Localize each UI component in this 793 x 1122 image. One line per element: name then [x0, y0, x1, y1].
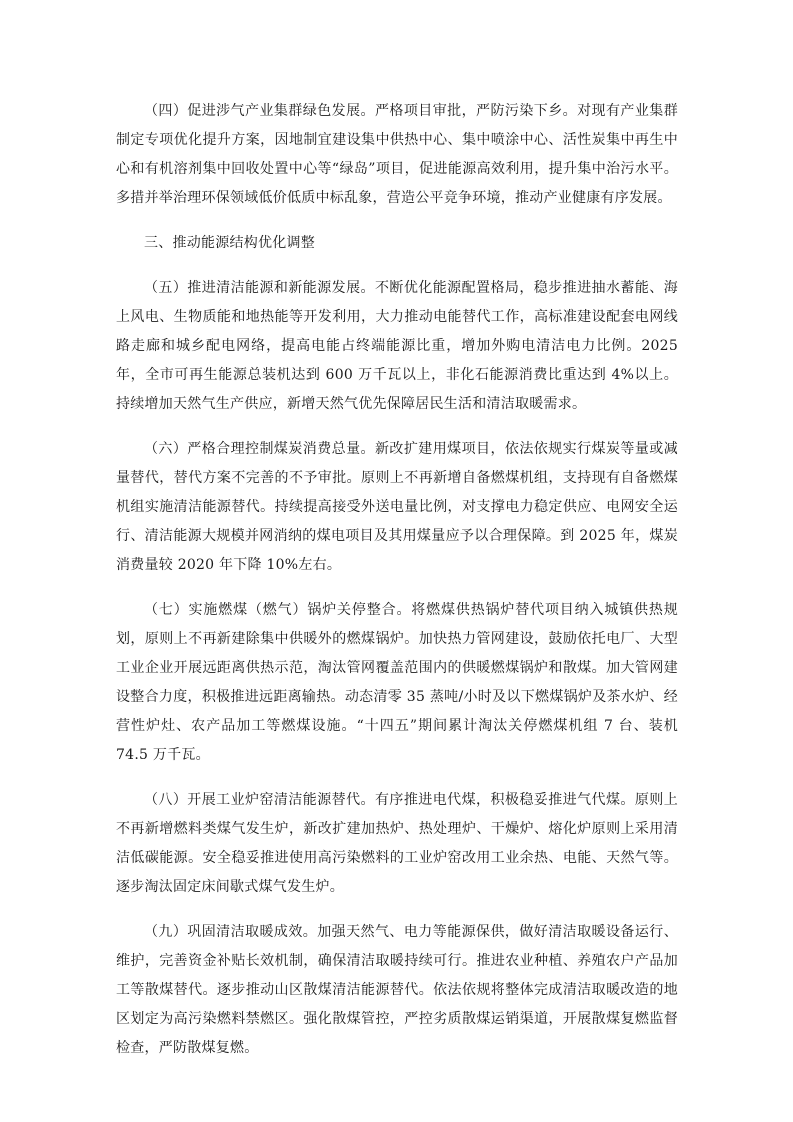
- paragraph-item-8: （八）开展工业炉窑清洁能源替代。有序推进电代煤，积极稳妥推进气代煤。原则上不再新增燃料类煤气发生炉，新改扩建加热炉、热处理炉、干燥炉、熔化炉原则上采用清洁低碳能源。安全稳妥推进使用高污染燃料的工业炉窑改用工业余热、电能、天然气等。逐步淘汰固定床间歇式煤气发生炉。: [116, 792, 678, 895]
- paragraph-item-4: （四）促进涉气产业集群绿色发展。严格项目审批，严防污染下乡。对现有产业集群制定专项优化提升方案，因地制宜建设集中供热中心、集中喷涂中心、活性炭集中再生中心和有机溶剂集中回收处置中心等“绿岛”项目，促进能源高效利用，提升集中治污水平。多措并举治理环保领域低价低质中标乱象，营造公平竞争环境，推动产业健康有序发展。: [116, 103, 678, 206]
- paragraph-item-5: （五）推进清洁能源和新能源发展。不断优化能源配置格局，稳步推进抽水蓄能、海上风电、生物质能和地热能等开发利用，大力推动电能替代工作，高标准建设配套电网线路走廊和城乡配电网络，提高电能占终端能源比重，增加外购电清洁电力比例。2025 年，全市可再生能源总装机达到 600 万千瓦以上，非化石能源消费比重达到 4%以上。持续增加天然气生产供应，新增天然气优先保障居民生活和清洁取暖需求。: [116, 280, 678, 412]
- paragraph-item-9: （九）巩固清洁取暖成效。加强天然气、电力等能源保供，做好清洁取暖设备运行、维护，完善资金补贴长效机制，确保清洁取暖持续可行。推进农业种植、养殖农户产品加工等散煤替代。逐步推动山区散煤清洁能源替代。依法依规将整体完成清洁取暖改造的地区划定为高污染燃料禁燃区。强化散煤管控，严控劣质散煤运销渠道，开展散煤复燃监督检查，严防散煤复燃。: [116, 924, 678, 1056]
- paragraph-item-6: （六）严格合理控制煤炭消费总量。新改扩建用煤项目，依法依规实行煤炭等量或减量替代，替代方案不完善的不予审批。原则上不再新增自备燃煤机组，支持现有自备燃煤机组实施清洁能源替代。持续提高接受外送电量比例，对支撑电力稳定供应、电网安全运行、清洁能源大规模并网消纳的煤电项目及其用煤量应予以合理保障。到 2025 年，煤炭消费量较 2020 年下降 10%左右。: [116, 441, 678, 573]
- paragraph-item-7: （七）实施燃煤（燃气）锅炉关停整合。将燃煤供热锅炉替代项目纳入城镇供热规划，原则上不再新建除集中供暖外的燃煤锅炉。加快热力管网建设，鼓励依托电厂、大型工业企业开展远距离供热示范，淘汰管网覆盖范围内的供暖燃煤锅炉和散煤。加大管网建设整合力度，积极推进远距离输热。动态清零 35 蒸吨/小时及以下燃煤锅炉及茶水炉、经营性炉灶、农产品加工等燃煤设施。“十四五”期间累计淘汰关停燃煤机组 7 台、装机 74.5 万千瓦。: [116, 602, 678, 763]
- section-heading-3: 三、推动能源结构优化调整: [144, 235, 315, 251]
- document-body: [116, 97, 678, 1079]
